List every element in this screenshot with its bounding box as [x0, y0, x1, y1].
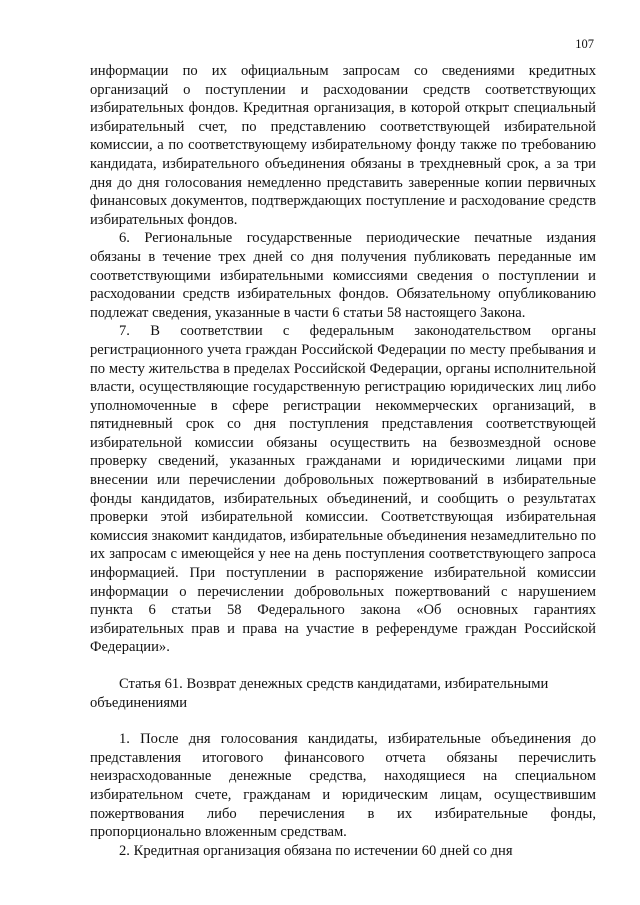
article-paragraph-2: 2. Кредитная организация обязана по истечении 60 дней со дня [119, 842, 513, 859]
article-paragraph-1: 1. После дня голосования кандидаты, избирательные объединения до представления итогового финансового отчета обязаны перечислить неизрасходованные денежные средства, находящиеся на специальном избирательном счете, гражданам и юридическим лицам, осуществившим пожертвования либо перечисления в их избирательные фонды, пропорционально вложенным средствам. [90, 731, 596, 841]
page-number: 107 [575, 37, 594, 51]
paragraph-6: 6. Региональные государственные периодические печатные издания обязаны в течение трех дней со дня получения публиковать переданные им соответствующими избирательными комиссиями сведения о поступлении и расходовании средств избирательных фондов. Обязательному опубликованию подлежат сведения, указанные в части 6 статьи 58 настоящего Закона. [90, 230, 596, 321]
paragraph-7: 7. В соответствии с федеральным законодательством органы регистрационного учета граждан Российской Федерации по месту пребывания и по месту жительства в пределах Российской Федерации, органы исполнительной власти, осуществляющие государственную регистрацию юридических лиц либо уполномоченные в сфере регистрации некоммерческих организаций, в пятидневный срок со дня поступления представления соответствующей избирательной комиссии обязаны осуществить на безвозмездной основе проверку сведений, указанных гражданами и юридическими лицами при внесении или перечислении добровольных пожертвований в избирательные фонды кандидатов, избирательных объединений, и сообщить о результатах проверки этой избирательной комиссии. Соответствующая избирательная комиссия знакомит кандидатов, избирательные объединения незамедлительно по их запросам с имеющейся у нее на день поступления соответствующего запроса информацией. При поступлении в распоряжение избирательной комиссии информации о перечислении добровольных пожертвований с нарушением пункта 6 статьи 58 Федерального закона «Об основных гарантиях избирательных прав и права на участие в референдуме граждан Российской Федерации». [90, 323, 596, 656]
paragraph-continuation: информации по их официальным запросам со сведениями кредитных организаций о поступлении и расходовании средств соответствующих избирательных фондов. Кредитная организация, в которой открыт специальный избирательный счет, по представлению соответствующей избирательной комиссии, а по соответствующему избирательному фонду также по требованию кандидата, избирательного объединения обязаны в трехдневный срок, а за три дня до дня голосования немедленно представить заверенные копии первичных финансовых документов, подтверждающих поступление и расходование средств избирательных фондов. [90, 63, 596, 228]
document-body [90, 62, 596, 860]
article-heading: Статья 61. Возврат денежных средств кандидатами, избирательными объединениями [90, 676, 549, 711]
